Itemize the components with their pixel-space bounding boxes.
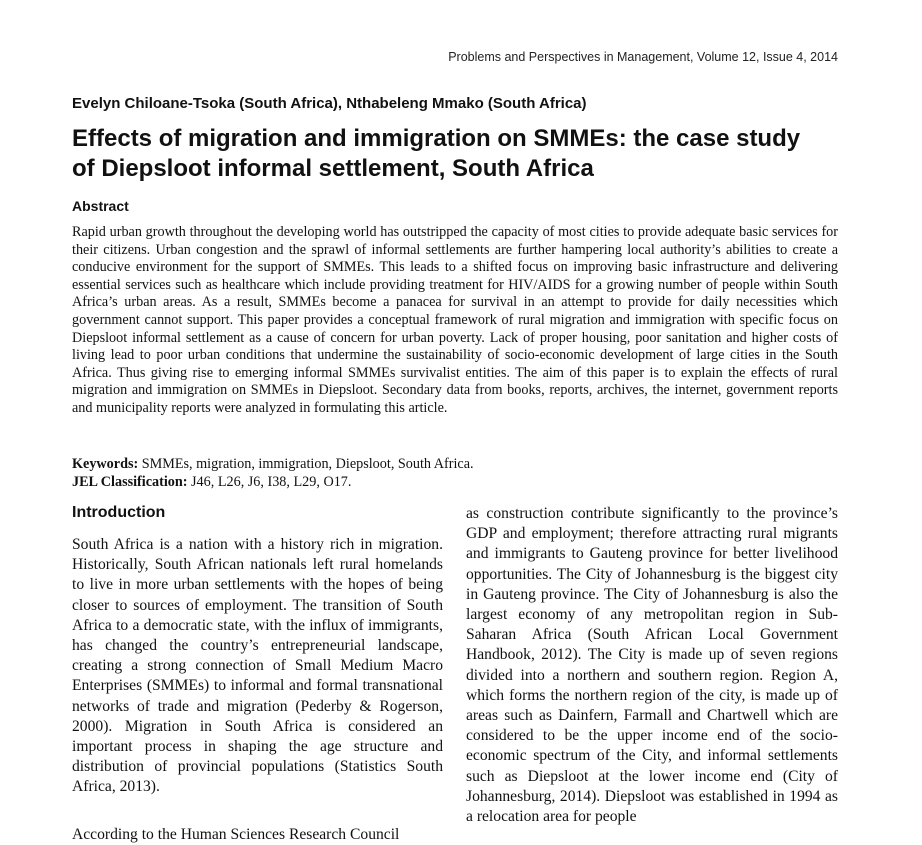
intro-left-column: South Africa is a nation with a history rich in migration. Historically, South African nationals left rural homelands to live in more urban settlements with the hopes of being closer to sources of employment. The transition of South Africa to a democratic state, with the influx of immigrants, has changed the country’s entrepreneurial landscape, creating a strong connection of Small Medium Macro Enterprises (SMMEs) to informal and formal transnational networks of trade and migration (Pederby & Rogerson, 2000). Migration in South Africa is considered an important process in shaping the age structure and distribution of provincial populations (Statistics South Africa, 2013). <box>72 536 443 796</box>
keywords-value: SMMEs, migration, immigration, Diepsloot, South Africa. <box>141 456 474 472</box>
abstract-heading: Abstract <box>72 198 129 214</box>
introduction-heading: Introduction <box>72 504 166 521</box>
paper-title <box>72 124 852 184</box>
journal-header: Problems and Perspectives in Management, Volume 12, Issue 4, 2014 <box>448 50 838 64</box>
abstract-text: Rapid urban growth throughout the developing world has outstripped the capacity of most cities to provide adequate basic services for their citizens. Urban congestion and the sprawl of informal settlements are further hampering local authority’s abilities to create a conducive environment for the support of SMMEs. This leads to a shifted focus on improving basic infrastructure and delivering essential services such as healthcare which include providing treatment for HIV/AIDS for a growing number of people within South Africa’s urban areas. As a result, SMMEs become a panacea for survival in an attempt to provide for daily necessities which government cannot support. This paper provides a conceptual framework of rural migration and immigration with specific focus on Diepsloot informal settlement as a cause of concern for urban poverty. Lack of proper housing, poor sanitation and higher costs of living lead to poor urban conditions that undermine the sustainability of socio-economic development of large cities in the South Africa. Thus giving rise to emerging informal SMMEs survivalist entities. The aim of this paper is to explain the effects of rural migration and immigration on SMMEs in Diepsloot. Secondary data from books, reports, archives, the internet, government reports and municipality reports were analyzed in formulating this article. <box>72 224 838 416</box>
title-line-1: Effects of migration and immigration on SMMEs: the case study <box>72 125 801 152</box>
authors: Evelyn Chiloane-Tsoka (South Africa), Nthabeleng Mmako (South Africa) <box>72 95 587 112</box>
title-line-2: of Diepsloot informal settlement, South Africa <box>72 155 594 182</box>
jel-label: JEL Classification: <box>72 474 188 490</box>
jel-value: J46, L26, J6, I38, L29, O17. <box>191 474 352 490</box>
keywords-label: Keywords: <box>72 456 139 472</box>
intro-left-column-continued: According to the Human Sciences Research Council <box>72 826 400 843</box>
intro-right-column: as construction contribute significantly to the province’s GDP and employment; therefore attracting rural migrants and immigrants to Gauteng province for better livelihood opportunities. The City of Johannesburg is the biggest city in Gauteng province. The City of Johannesburg is also the largest economy of any metropolitan region in Sub-Saharan Africa (South African Local Government Handbook, 2012). The City is made up of seven regions divided into a northern and southern region. Region A, which forms the northern region of the city, is made up of areas such as Dainfern, Farmall and Chartwell which are considered to be the upper income end of the socio-economic spectrum of the City, and informal settlements such as Diepsloot at the lower income end (City of Johannesburg, 2014). Diepsloot was established in 1994 as a relocation area for people <box>466 505 838 826</box>
jel-classification <box>72 474 351 492</box>
keywords <box>72 456 474 474</box>
